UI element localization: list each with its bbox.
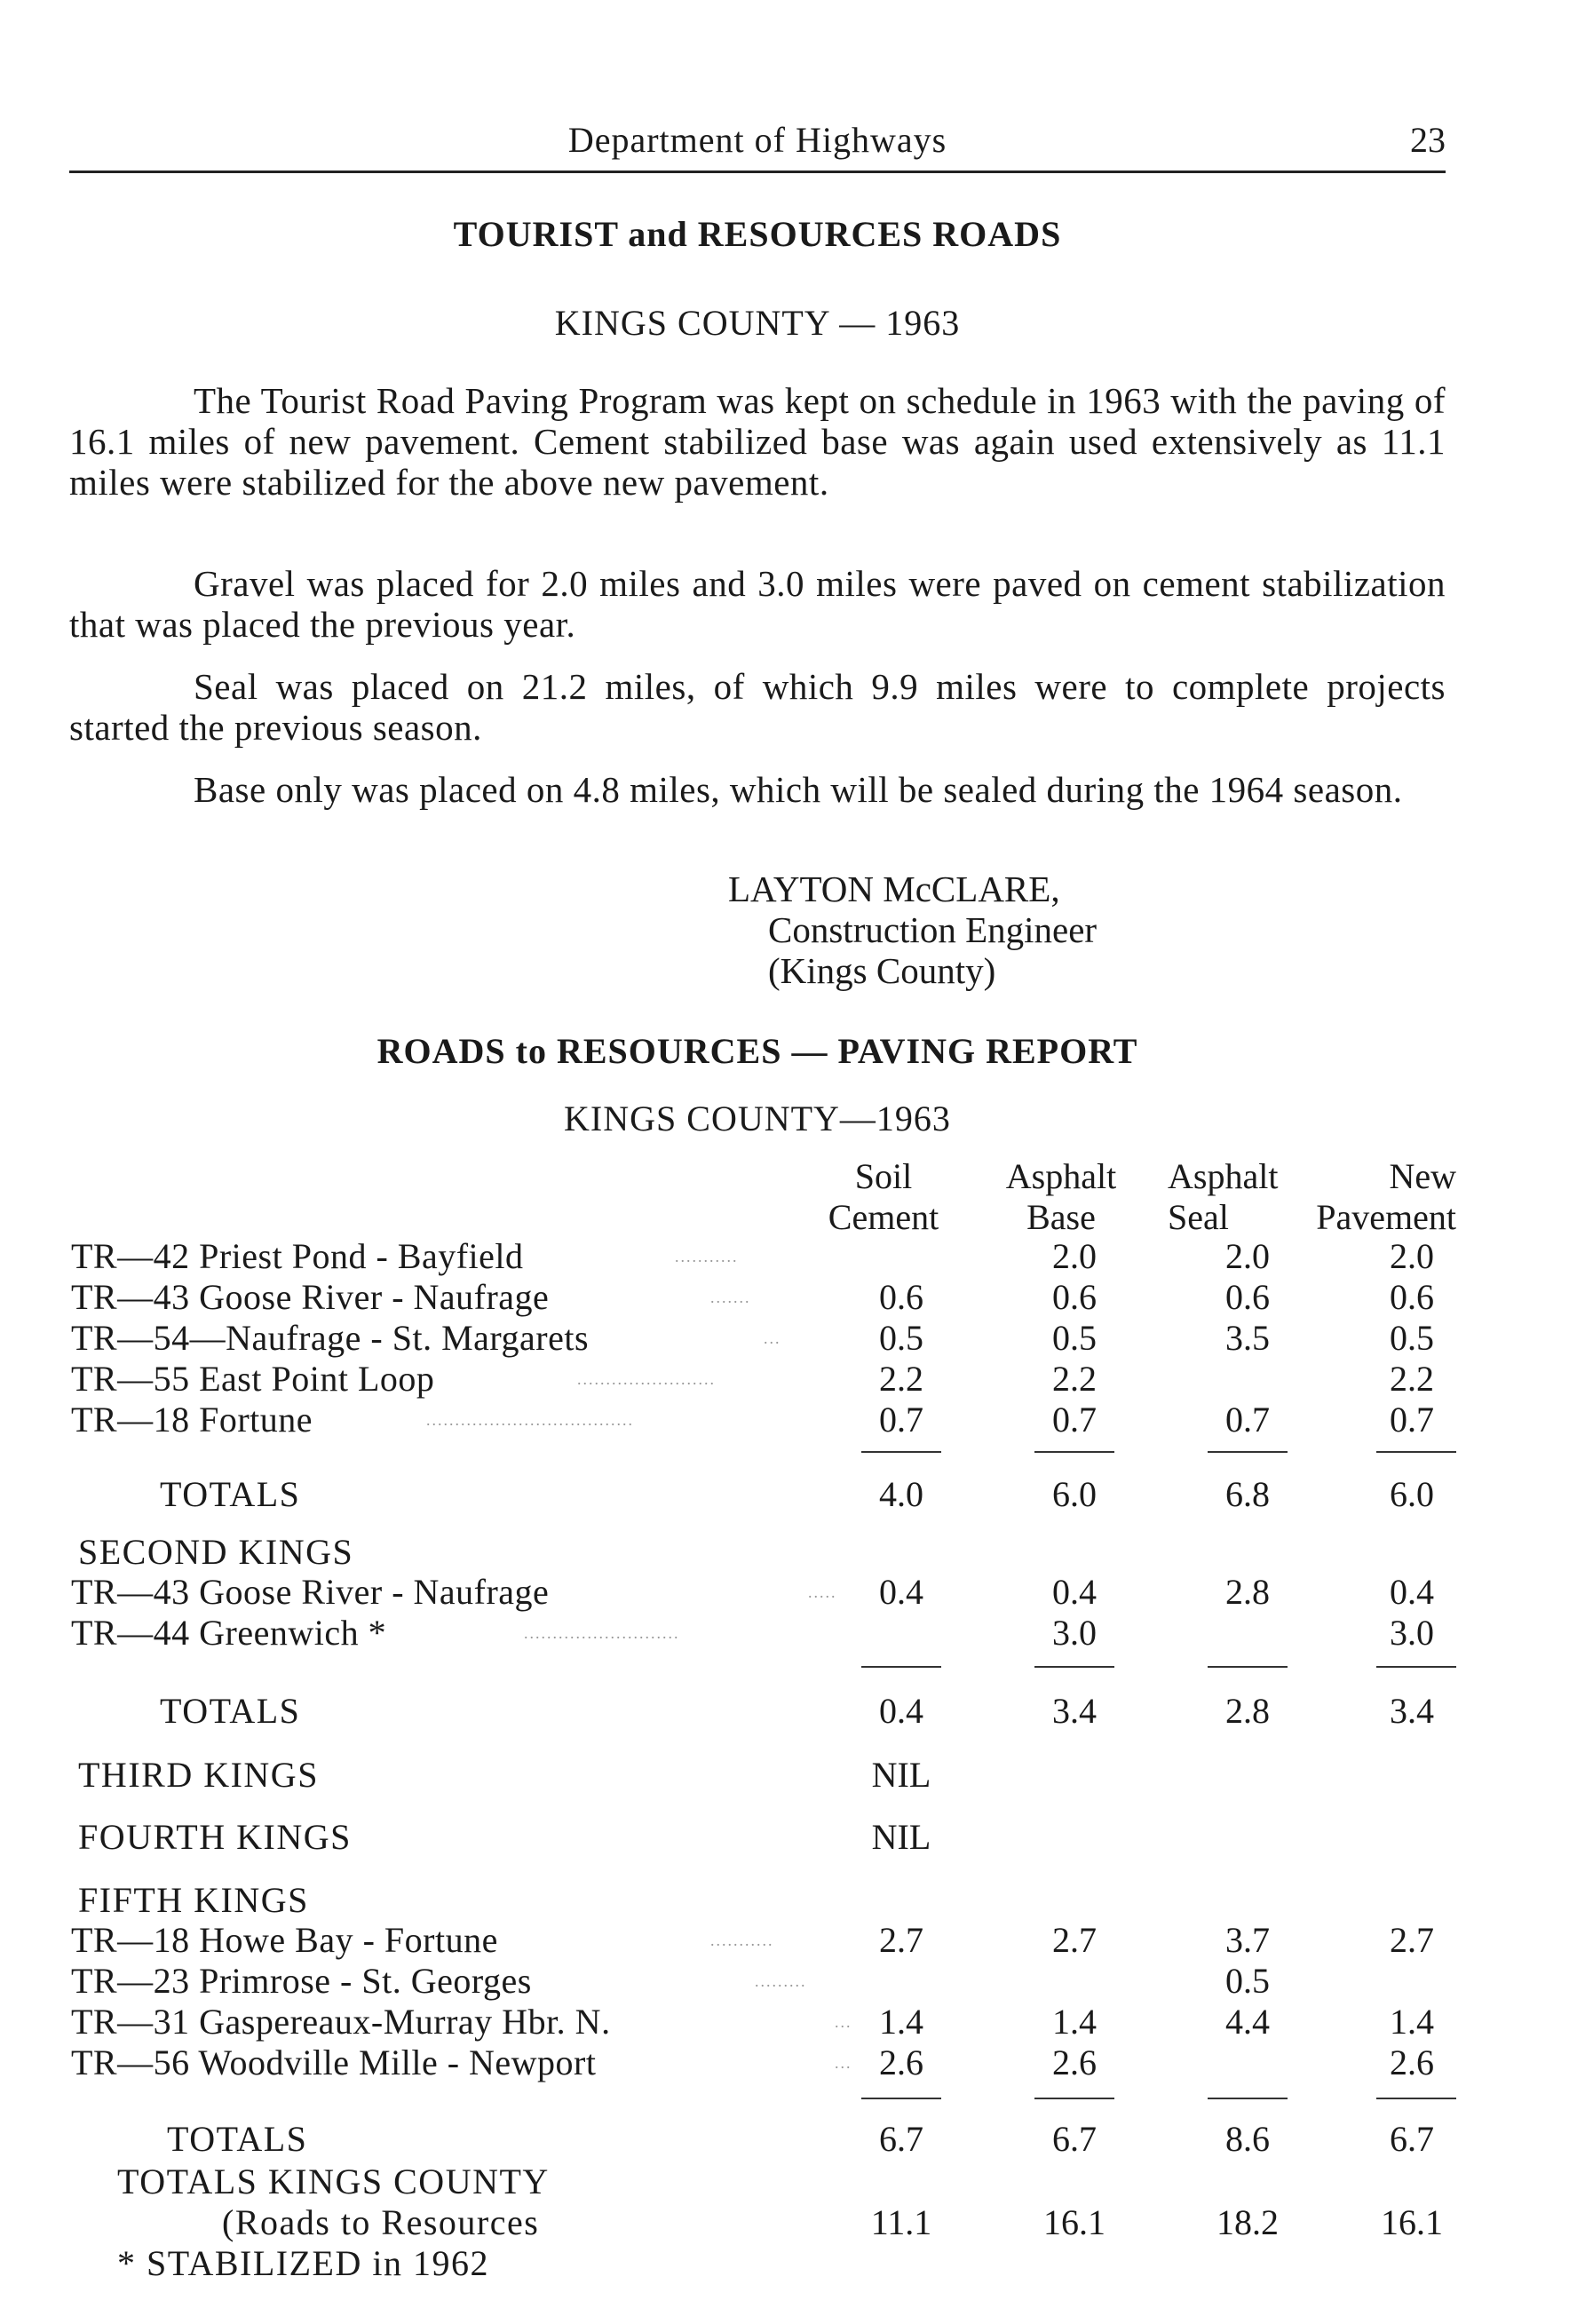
- asphalt-base-value: 3.0: [1052, 1613, 1097, 1653]
- asphalt-seal-county-total: 18.2: [1216, 2202, 1279, 2242]
- column-header-asphalt-base: Asphalt Base: [1005, 1156, 1117, 1237]
- dot-leader: .....: [808, 1583, 837, 1601]
- soil-cement-total: 0.4: [879, 1691, 923, 1731]
- soil-cement-county-total: 11.1: [870, 2202, 932, 2242]
- report-title: ROADS to RESOURCES — PAVING REPORT: [376, 1031, 1138, 1071]
- table-row: [71, 2042, 1449, 2083]
- page-number: 23: [1410, 120, 1446, 160]
- new-pavement-total: 6.0: [1390, 1474, 1434, 1514]
- dot-leader: ...........................: [524, 1624, 680, 1642]
- road-name: TR—43 Goose River - Naufrage: [71, 1572, 550, 1612]
- totals-row: [71, 1691, 1449, 1732]
- asphalt-base-value: 1.4: [1052, 2002, 1097, 2042]
- signature-area: (Kings County): [768, 950, 996, 991]
- asphalt-seal-value: 0.7: [1225, 1400, 1270, 1440]
- section-row-fourth-kings: [71, 1817, 1449, 1858]
- asphalt-seal-total: 2.8: [1225, 1691, 1270, 1731]
- footnote-row: [71, 2243, 1449, 2284]
- new-pavement-value: 3.0: [1390, 1613, 1434, 1653]
- asphalt-base-value: 0.7: [1052, 1400, 1097, 1440]
- road-name: TR—18 Howe Bay - Fortune: [71, 1920, 498, 1960]
- road-name: TR—42 Priest Pond - Bayfield: [71, 1236, 524, 1276]
- asphalt-base-value: 2.2: [1052, 1359, 1097, 1399]
- signature-block: [728, 869, 1097, 991]
- asphalt-base-value: 0.4: [1052, 1572, 1097, 1612]
- third-kings-value: NIL: [871, 1755, 931, 1795]
- road-name: TR—23 Primrose - St. Georges: [71, 1961, 532, 2001]
- new-pavement-county-total: 16.1: [1381, 2202, 1443, 2242]
- table-row: [71, 1920, 1449, 1961]
- table-row: [71, 1572, 1449, 1613]
- dot-leader: ...: [835, 2054, 852, 2072]
- column-header-asphalt-seal: Asphalt Seal: [1168, 1156, 1279, 1237]
- asphalt-base-total: 6.7: [1052, 2119, 1097, 2159]
- asphalt-base-value: 0.6: [1052, 1277, 1097, 1317]
- new-pavement-value: 0.4: [1390, 1572, 1434, 1612]
- dot-leader: ...: [835, 2013, 852, 2031]
- county-totals-sublabel: (Roads to Resources: [222, 2202, 540, 2242]
- asphalt-seal-value: 3.5: [1225, 1318, 1270, 1358]
- document-subtitle: KINGS COUNTY — 1963: [554, 303, 961, 343]
- county-totals-label: TOTALS KINGS COUNTY: [117, 2161, 550, 2201]
- soil-cement-total: 4.0: [879, 1474, 923, 1514]
- table-row: [71, 1961, 1449, 2002]
- subtotal-rules: [71, 1666, 1449, 1670]
- column-header-new-pavement: New Pavement: [1316, 1156, 1456, 1237]
- county-totals-row: [71, 2202, 1449, 2243]
- section-row-third-kings: [71, 1755, 1449, 1796]
- soil-cement-value: 0.5: [879, 1318, 923, 1358]
- new-pavement-value: 0.6: [1390, 1277, 1434, 1317]
- running-title: Department of Highways: [567, 120, 947, 160]
- subtotal-rules: [71, 2098, 1449, 2101]
- signature-title: Construction Engineer: [768, 909, 1098, 950]
- road-name: TR—44 Greenwich *: [71, 1613, 387, 1653]
- road-name: TR—56 Woodville Mille - Newport: [71, 2042, 597, 2082]
- new-pavement-value: 2.2: [1390, 1359, 1434, 1399]
- footnote: * STABILIZED in 1962: [117, 2243, 489, 2283]
- running-header: [69, 119, 1446, 165]
- road-name: TR—54—Naufrage - St. Margarets: [71, 1318, 590, 1358]
- soil-cement-value: 0.7: [879, 1400, 923, 1440]
- road-name: TR—31 Gaspereaux-Murray Hbr. N.: [71, 2002, 611, 2042]
- road-name: TR—18 Fortune: [71, 1400, 313, 1440]
- asphalt-base-total: 3.4: [1052, 1691, 1097, 1731]
- table-row: [71, 1277, 1449, 1318]
- table-row: [71, 1318, 1449, 1359]
- asphalt-base-value: 2.6: [1052, 2042, 1097, 2082]
- dot-leader: ...: [764, 1329, 781, 1347]
- document-title: TOURIST and RESOURCES ROADS: [453, 214, 1062, 254]
- new-pavement-value: 0.7: [1390, 1400, 1434, 1440]
- totals-row: [71, 1474, 1449, 1515]
- asphalt-base-value: 2.0: [1052, 1236, 1097, 1276]
- dot-leader: .......: [710, 1289, 751, 1306]
- road-name: TR—55 East Point Loop: [71, 1359, 435, 1399]
- totals-row: [71, 2119, 1449, 2160]
- paragraph-4: Base only was placed on 4.8 miles, which will be sealed during the 1964 season.: [194, 769, 1403, 810]
- fourth-kings-value: NIL: [871, 1817, 931, 1857]
- asphalt-seal-value: 4.4: [1225, 2002, 1270, 2042]
- report-subtitle: KINGS COUNTY—1963: [564, 1099, 951, 1138]
- table-row: [71, 1400, 1449, 1440]
- dot-leader: ...........: [710, 1931, 774, 1949]
- paragraph-1: The Tourist Road Paving Program was kept on schedule in 1963 with the paving of 16.1 miles of new pavement. Cement stabilized base was again used extensively as 11.1 miles were stabilized for the above new pavement.: [69, 380, 1446, 503]
- section-label-fourth-kings: FOURTH KINGS: [78, 1817, 352, 1857]
- column-header-soil-cement: Soil Cement: [828, 1156, 939, 1237]
- paragraph-2: Gravel was placed for 2.0 miles and 3.0 miles were paved on cement stabilization that was placed the previous year.: [69, 563, 1446, 645]
- asphalt-seal-value: 3.7: [1225, 1920, 1270, 1960]
- table-row: [71, 1236, 1449, 1277]
- road-name: TR—43 Goose River - Naufrage: [71, 1277, 550, 1317]
- section-label-fifth-kings: FIFTH KINGS: [78, 1880, 309, 1920]
- totals-label: TOTALS: [167, 2119, 308, 2159]
- totals-label: TOTALS: [160, 1691, 301, 1731]
- asphalt-seal-value: 0.5: [1225, 1961, 1270, 2001]
- new-pavement-total: 6.7: [1390, 2119, 1434, 2159]
- new-pavement-total: 3.4: [1390, 1691, 1434, 1731]
- new-pavement-value: 1.4: [1390, 2002, 1434, 2042]
- asphalt-seal-value: 2.0: [1225, 1236, 1270, 1276]
- table-row: [71, 1359, 1449, 1400]
- soil-cement-value: 0.6: [879, 1277, 923, 1317]
- new-pavement-value: 2.7: [1390, 1920, 1434, 1960]
- soil-cement-value: 0.4: [879, 1572, 923, 1612]
- new-pavement-value: 2.0: [1390, 1236, 1434, 1276]
- asphalt-seal-value: 0.6: [1225, 1277, 1270, 1317]
- soil-cement-value: 2.7: [879, 1920, 923, 1960]
- asphalt-seal-value: 2.8: [1225, 1572, 1270, 1612]
- asphalt-seal-total: 8.6: [1225, 2119, 1270, 2159]
- soil-cement-value: 1.4: [879, 2002, 923, 2042]
- table-row: [71, 2002, 1449, 2042]
- dot-leader: ....................................: [426, 1411, 634, 1429]
- asphalt-base-county-total: 16.1: [1043, 2202, 1105, 2242]
- soil-cement-total: 6.7: [879, 2119, 923, 2159]
- asphalt-base-value: 0.5: [1052, 1318, 1097, 1358]
- subtotal-rules: [71, 1451, 1449, 1455]
- dot-leader: ........................: [577, 1370, 716, 1388]
- table-row: [71, 1613, 1449, 1654]
- new-pavement-value: 0.5: [1390, 1318, 1434, 1358]
- asphalt-base-value: 2.7: [1052, 1920, 1097, 1960]
- soil-cement-value: 2.2: [879, 1359, 923, 1399]
- paragraph-3: Seal was placed on 21.2 miles, of which 9.9 miles were to complete projects started the previous season.: [69, 666, 1446, 748]
- new-pavement-value: 2.6: [1390, 2042, 1434, 2082]
- section-label-third-kings: THIRD KINGS: [78, 1755, 319, 1795]
- asphalt-seal-total: 6.8: [1225, 1474, 1270, 1514]
- dot-leader: ...........: [675, 1248, 739, 1265]
- county-totals-label-row: [71, 2161, 1449, 2202]
- header-rule: [69, 171, 1446, 173]
- section-label-second-kings: SECOND KINGS: [78, 1532, 354, 1572]
- dot-leader: .........: [755, 1972, 807, 1990]
- soil-cement-value: 2.6: [879, 2042, 923, 2082]
- totals-label: TOTALS: [160, 1474, 301, 1514]
- signature-name: LAYTON McCLARE,: [728, 869, 1060, 909]
- asphalt-base-total: 6.0: [1052, 1474, 1097, 1514]
